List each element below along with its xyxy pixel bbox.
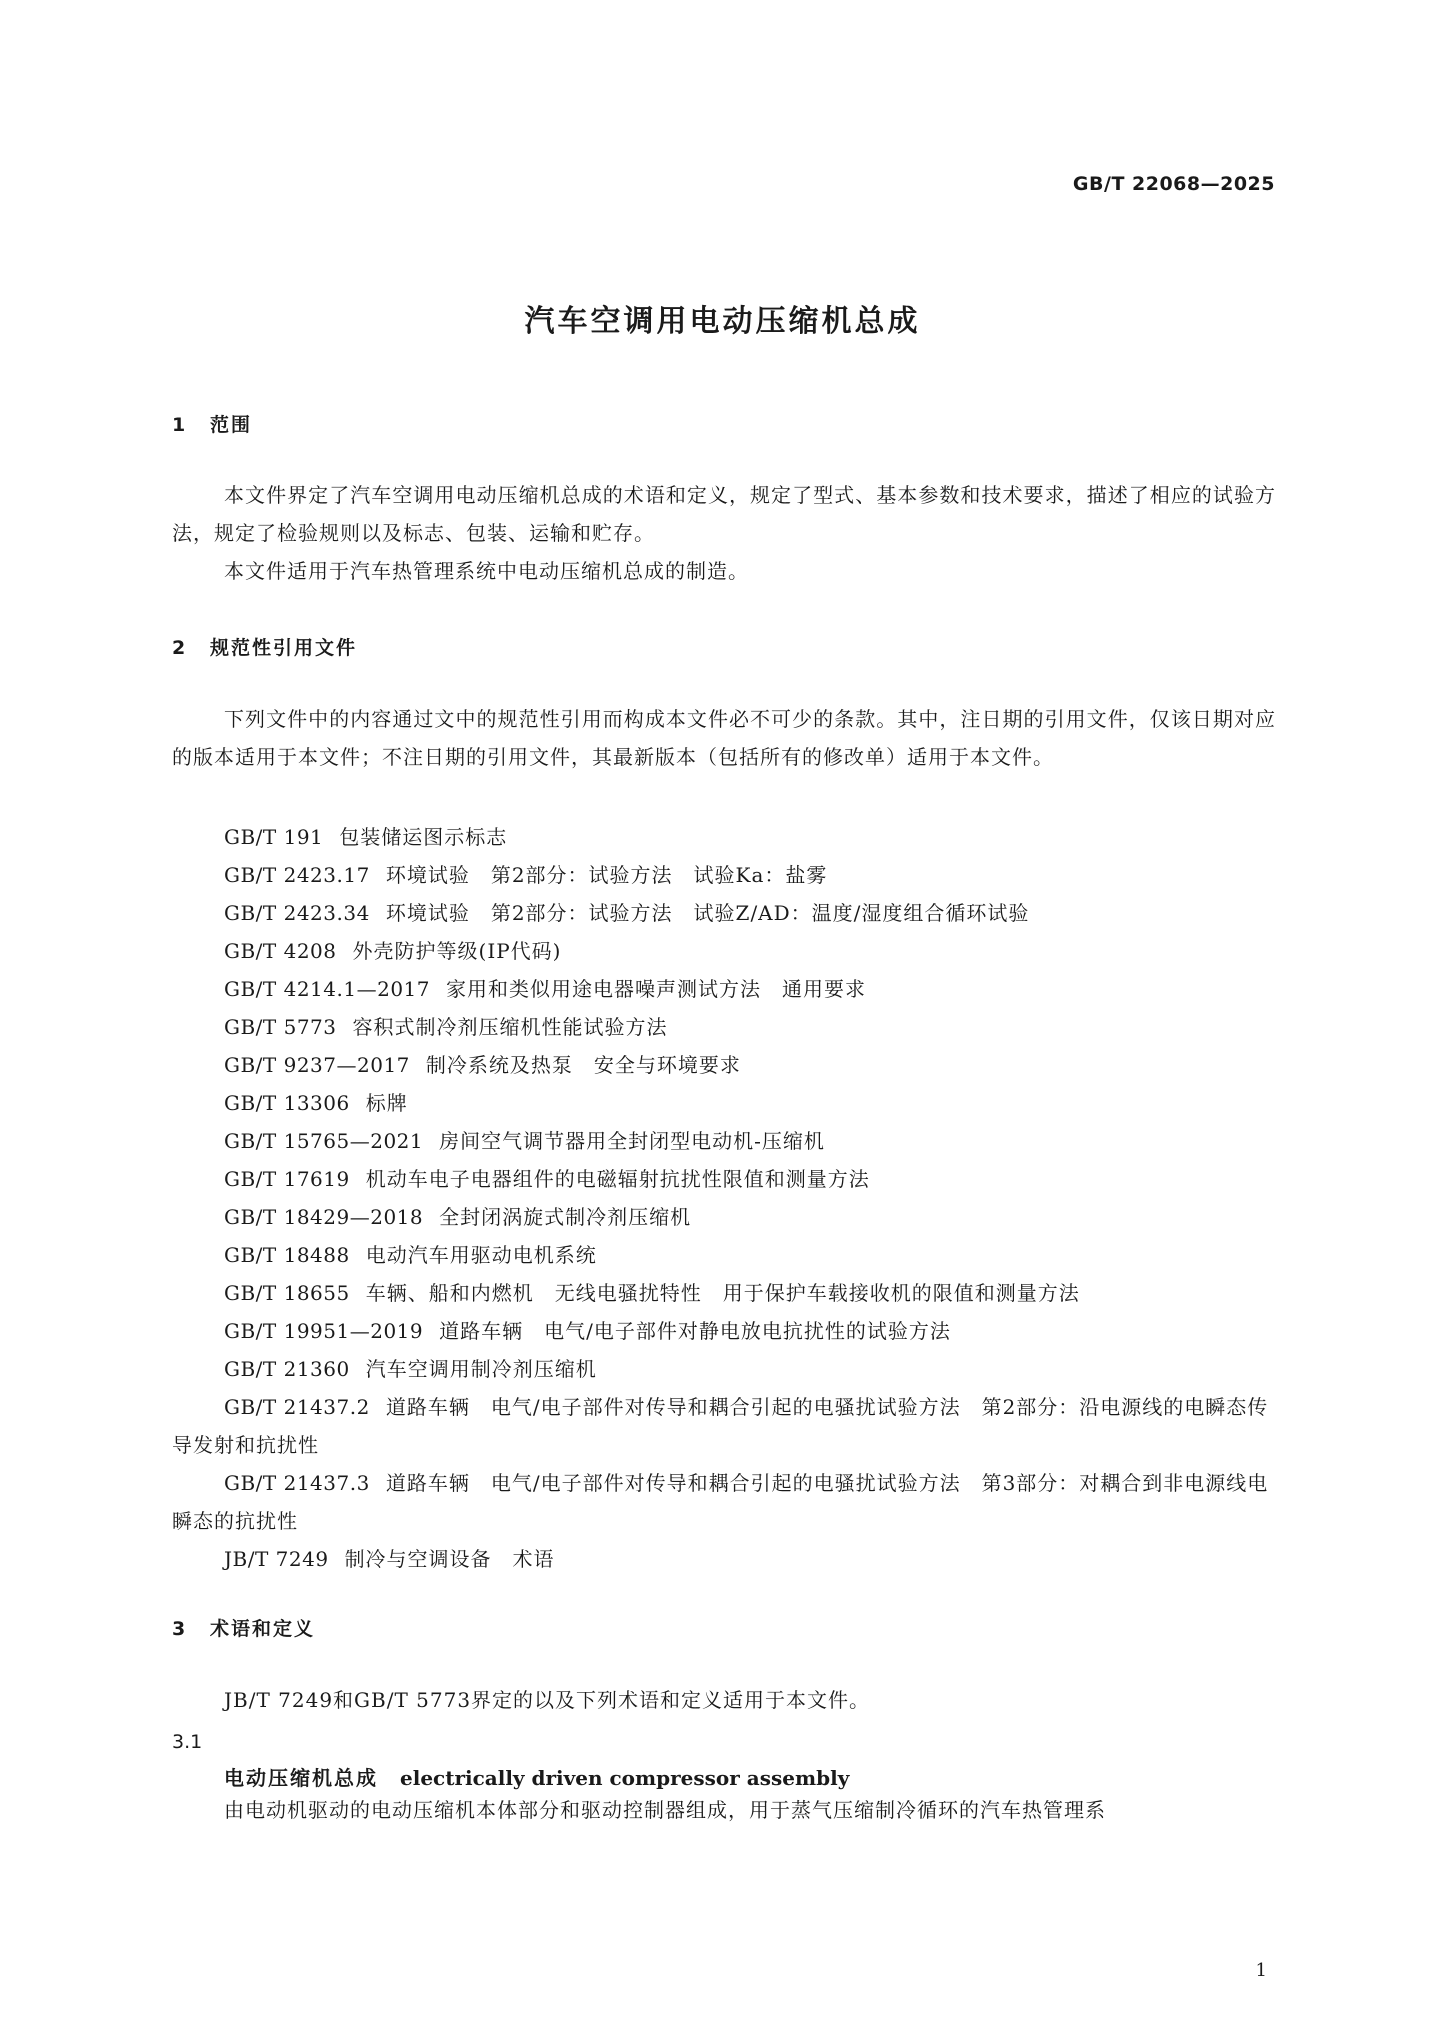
reference-name: 容积式制冷剂压缩机性能试验方法 [352, 1015, 668, 1039]
reference-code: GB/T 21437.3 [224, 1471, 370, 1495]
section-heading-normative-refs [172, 633, 357, 660]
reference-name: 家用和类似用途电器噪声测试方法 通用要求 [446, 977, 866, 1001]
reference-code: GB/T 191 [224, 825, 324, 849]
reference-name: 房间空气调节器用全封闭型电动机-压缩机 [439, 1129, 825, 1153]
section-title: 术语和定义 [210, 1618, 316, 1640]
reference-code: JB/T 7249 [224, 1547, 329, 1571]
reference-item [172, 1464, 1276, 1540]
reference-item [224, 1236, 1276, 1274]
reference-item [224, 1540, 1276, 1578]
section-number: 2 [172, 637, 186, 659]
reference-name: 全封闭涡旋式制冷剂压缩机 [439, 1205, 692, 1229]
reference-code: GB/T 18429—2018 [224, 1205, 424, 1229]
reference-code: GB/T 13306 [224, 1091, 350, 1115]
reference-code: GB/T 5773 [224, 1015, 337, 1039]
reference-item [224, 1084, 1276, 1122]
scope-paragraph-1: 本文件界定了汽车空调用电动压缩机总成的术语和定义，规定了型式、基本参数和技术要求，描述了相应的试验方法，规定了检验规则以及标志、包装、运输和贮存。 [172, 483, 1276, 545]
term-definition: 由电动机驱动的电动压缩机本体部分和驱动控制器组成，用于蒸气压缩制冷循环的汽车热管理系 [224, 1798, 1106, 1822]
reference-item [224, 1198, 1276, 1236]
terms-intro: JB/T 7249和GB/T 5773界定的以及下列术语和定义适用于本文件。 [224, 1688, 871, 1712]
section-number: 1 [172, 414, 186, 436]
reference-item [224, 1046, 1276, 1084]
reference-name: 环境试验 第2部分：试验方法 试验Z/AD：温度/湿度组合循环试验 [385, 901, 1030, 925]
reference-name: 汽车空调用制冷剂压缩机 [365, 1357, 597, 1381]
reference-list [172, 818, 1276, 1578]
normative-refs-intro: 下列文件中的内容通过文中的规范性引用而构成本文件必不可少的条款。其中，注日期的引用文件，仅该日期对应的版本适用于本文件；不注日期的引用文件，其最新版本（包括所有的修改单）适用于本文件。 [172, 707, 1276, 769]
reference-code: GB/T 21437.2 [224, 1395, 370, 1419]
term-heading [224, 1762, 849, 1791]
reference-code: GB/T 18488 [224, 1243, 350, 1267]
reference-code: GB/T 17619 [224, 1167, 350, 1191]
reference-item [224, 1160, 1276, 1198]
reference-name: 标牌 [365, 1091, 408, 1115]
standard-code: GB/T 22068—2025 [1072, 173, 1275, 195]
reference-name: 道路车辆 电气/电子部件对传导和耦合引起的电骚扰试验方法 第3部分：对耦合到非电源线电瞬态的抗扰性 [172, 1471, 1269, 1533]
term-chinese: 电动压缩机总成 [224, 1766, 378, 1790]
reference-name: 包装储运图示标志 [339, 825, 508, 849]
reference-name: 机动车电子电器组件的电磁辐射抗扰性限值和测量方法 [365, 1167, 870, 1191]
reference-item [224, 1122, 1276, 1160]
section-title: 规范性引用文件 [210, 637, 358, 659]
reference-item [224, 1350, 1276, 1388]
reference-code: GB/T 19951—2019 [224, 1319, 424, 1343]
reference-code: GB/T 21360 [224, 1357, 350, 1381]
term-english: electrically driven compressor assembly [400, 1766, 850, 1790]
section-number: 3 [172, 1618, 186, 1640]
reference-name: 环境试验 第2部分：试验方法 试验Ka：盐雾 [385, 863, 828, 887]
document-title: 汽车空调用电动压缩机总成 [524, 304, 921, 339]
section-heading-terms [172, 1614, 315, 1641]
reference-code: GB/T 2423.34 [224, 901, 370, 925]
reference-item [224, 1312, 1276, 1350]
reference-item [172, 1388, 1276, 1464]
reference-item [224, 818, 1276, 856]
reference-name: 电动汽车用驱动电机系统 [365, 1243, 597, 1267]
reference-item [224, 1008, 1276, 1046]
reference-code: GB/T 9237—2017 [224, 1053, 410, 1077]
reference-code: GB/T 4214.1—2017 [224, 977, 430, 1001]
reference-name: 制冷与空调设备 术语 [344, 1547, 555, 1571]
reference-item [224, 856, 1276, 894]
term-number: 3.1 [172, 1731, 203, 1753]
reference-name: 道路车辆 电气/电子部件对传导和耦合引起的电骚扰试验方法 第2部分：沿电源线的电瞬态传导发射和抗扰性 [172, 1395, 1269, 1457]
reference-code: GB/T 2423.17 [224, 863, 370, 887]
scope-paragraph-2: 本文件适用于汽车热管理系统中电动压缩机总成的制造。 [224, 559, 749, 583]
reference-item [224, 970, 1276, 1008]
reference-name: 道路车辆 电气/电子部件对静电放电抗扰性的试验方法 [439, 1319, 951, 1343]
reference-name: 车辆、船和内燃机 无线电骚扰特性 用于保护车载接收机的限值和测量方法 [365, 1281, 1080, 1305]
section-heading-scope [172, 410, 252, 437]
section-title: 范围 [210, 414, 253, 436]
reference-item [224, 932, 1276, 970]
reference-item [224, 1274, 1276, 1312]
reference-name: 外壳防护等级(IP代码) [352, 939, 562, 963]
reference-code: GB/T 15765—2021 [224, 1129, 424, 1153]
reference-code: GB/T 18655 [224, 1281, 350, 1305]
page-number: 1 [1255, 1960, 1267, 1981]
reference-name: 制冷系统及热泵 安全与环境要求 [425, 1053, 741, 1077]
reference-code: GB/T 4208 [224, 939, 337, 963]
reference-item [224, 894, 1276, 932]
